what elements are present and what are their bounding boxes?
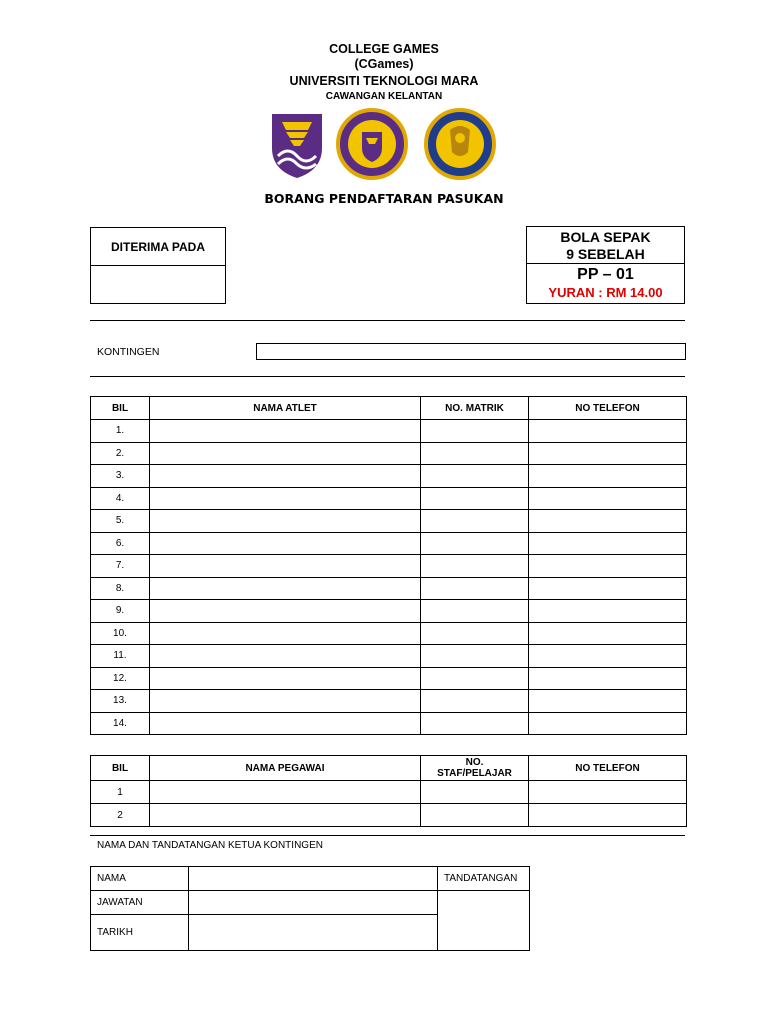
table-row — [91, 622, 687, 645]
athlete-phone-cell[interactable] — [529, 577, 687, 600]
athlete-name-cell[interactable] — [150, 555, 421, 578]
athlete-matrik-cell[interactable] — [421, 465, 529, 488]
leader-title: NAMA DAN TANDATANGAN KETUA KONTINGEN — [97, 840, 323, 851]
athletes-header-row — [91, 397, 687, 420]
leader-name-label: NAMA — [91, 867, 189, 891]
officials-col-phone: NO TELEFON — [529, 756, 687, 781]
row-number: 9. — [91, 600, 150, 623]
officials-col-bil: BIL — [91, 756, 150, 781]
divider-bottom — [90, 835, 685, 836]
athlete-matrik-cell[interactable] — [421, 690, 529, 713]
uitm-round-seal-logo — [338, 110, 406, 178]
row-number: 6. — [91, 532, 150, 555]
official-staff-cell[interactable] — [421, 804, 529, 827]
athlete-phone-cell[interactable] — [529, 532, 687, 555]
header-campus: CAWANGAN KELANTAN — [325, 91, 443, 102]
athlete-matrik-cell[interactable] — [421, 510, 529, 533]
event-box — [526, 226, 685, 304]
athlete-matrik-cell[interactable] — [421, 442, 529, 465]
divider-top — [90, 320, 685, 321]
leader-name-field[interactable] — [189, 867, 438, 891]
athletes-table — [90, 396, 687, 735]
event-name — [527, 227, 684, 264]
row-number: 5. — [91, 510, 150, 533]
row-number: 8. — [91, 577, 150, 600]
row-number: 1 — [91, 781, 150, 804]
athlete-name-cell[interactable] — [150, 532, 421, 555]
athlete-name-cell[interactable] — [150, 577, 421, 600]
athlete-matrik-cell[interactable] — [421, 645, 529, 668]
row-number: 1. — [91, 420, 150, 443]
row-number: 3. — [91, 465, 150, 488]
athlete-name-cell[interactable] — [150, 465, 421, 488]
table-row — [91, 465, 687, 488]
row-number: 4. — [91, 487, 150, 510]
athlete-phone-cell[interactable] — [529, 487, 687, 510]
athlete-phone-cell[interactable] — [529, 712, 687, 735]
event-fee: YURAN : RM 14.00 — [548, 285, 663, 300]
contingent-input[interactable] — [256, 343, 686, 360]
leader-date-field[interactable] — [189, 915, 438, 951]
received-box — [90, 227, 226, 304]
athlete-name-cell[interactable] — [150, 622, 421, 645]
athletes-col-name: NAMA ATLET — [150, 397, 421, 420]
athlete-phone-cell[interactable] — [529, 465, 687, 488]
officials-col-staff-line2: STAF/PELAJAR — [437, 768, 512, 779]
athlete-phone-cell[interactable] — [529, 442, 687, 465]
athlete-name-cell[interactable] — [150, 667, 421, 690]
athlete-name-cell[interactable] — [150, 645, 421, 668]
athlete-phone-cell[interactable] — [529, 420, 687, 443]
athlete-matrik-cell[interactable] — [421, 555, 529, 578]
table-row — [91, 487, 687, 510]
table-row — [91, 690, 687, 713]
table-row — [91, 645, 687, 668]
officials-header-row — [91, 756, 687, 781]
row-number: 13. — [91, 690, 150, 713]
received-date-field[interactable] — [91, 266, 225, 304]
logo-row — [270, 108, 500, 180]
athlete-matrik-cell[interactable] — [421, 712, 529, 735]
athlete-name-cell[interactable] — [150, 600, 421, 623]
athlete-matrik-cell[interactable] — [421, 667, 529, 690]
header-cgames: (CGames) — [354, 57, 414, 71]
athlete-phone-cell[interactable] — [529, 645, 687, 668]
event-line1: BOLA SEPAK — [560, 229, 651, 245]
event-code-section — [527, 264, 684, 301]
officials-col-staff — [421, 756, 529, 781]
header-university: UNIVERSITI TEKNOLOGI MARA — [289, 74, 479, 88]
header-college-games: COLLEGE GAMES — [329, 42, 439, 56]
form-title: BORANG PENDAFTARAN PASUKAN — [264, 191, 504, 206]
uitm-shield-logo — [272, 114, 322, 178]
table-row — [91, 442, 687, 465]
athlete-name-cell[interactable] — [150, 442, 421, 465]
athletes-col-matrik: NO. MATRIK — [421, 397, 529, 420]
leader-signature-label: TANDATANGAN — [438, 867, 530, 891]
athlete-name-cell[interactable] — [150, 510, 421, 533]
table-row — [91, 804, 687, 827]
athlete-phone-cell[interactable] — [529, 555, 687, 578]
row-number: 14. — [91, 712, 150, 735]
athlete-matrik-cell[interactable] — [421, 532, 529, 555]
table-row — [91, 781, 687, 804]
athlete-matrik-cell[interactable] — [421, 577, 529, 600]
table-row — [91, 600, 687, 623]
divider-middle — [90, 376, 685, 377]
table-row — [91, 577, 687, 600]
officials-table — [90, 755, 687, 827]
officials-col-staff-line1: NO. — [465, 757, 484, 768]
table-row — [91, 667, 687, 690]
sports-emblem-logo — [426, 110, 494, 178]
leader-row-position — [91, 891, 530, 915]
table-row — [91, 420, 687, 443]
row-number: 12. — [91, 667, 150, 690]
athlete-matrik-cell[interactable] — [421, 622, 529, 645]
table-row — [91, 510, 687, 533]
athlete-name-cell[interactable] — [150, 690, 421, 713]
leader-signature-field[interactable] — [438, 891, 530, 951]
received-label: DITERIMA PADA — [91, 228, 225, 266]
logos-graphic — [270, 108, 500, 180]
row-number: 7. — [91, 555, 150, 578]
athletes-col-phone: NO TELEFON — [529, 397, 687, 420]
athlete-name-cell[interactable] — [150, 420, 421, 443]
athlete-phone-cell[interactable] — [529, 622, 687, 645]
row-number: 2. — [91, 442, 150, 465]
athlete-matrik-cell[interactable] — [421, 600, 529, 623]
athlete-matrik-cell[interactable] — [421, 487, 529, 510]
leader-position-label: JAWATAN — [91, 891, 189, 915]
official-phone-cell[interactable] — [529, 781, 687, 804]
row-number: 11. — [91, 645, 150, 668]
athlete-phone-cell[interactable] — [529, 600, 687, 623]
row-number: 10. — [91, 622, 150, 645]
table-row — [91, 532, 687, 555]
row-number: 2 — [91, 804, 150, 827]
official-staff-cell[interactable] — [421, 781, 529, 804]
athlete-name-cell[interactable] — [150, 487, 421, 510]
leader-row-name — [91, 867, 530, 891]
athlete-phone-cell[interactable] — [529, 510, 687, 533]
leader-position-field[interactable] — [189, 891, 438, 915]
leader-table — [90, 866, 530, 951]
leader-date-label: TARIKH — [91, 915, 189, 951]
table-row — [91, 712, 687, 735]
official-name-cell[interactable] — [150, 804, 421, 827]
event-line2: 9 SEBELAH — [566, 246, 645, 262]
athlete-matrik-cell[interactable] — [421, 420, 529, 443]
officials-col-name: NAMA PEGAWAI — [150, 756, 421, 781]
athlete-phone-cell[interactable] — [529, 690, 687, 713]
official-phone-cell[interactable] — [529, 804, 687, 827]
athlete-name-cell[interactable] — [150, 712, 421, 735]
table-row — [91, 555, 687, 578]
contingent-label: KONTINGEN — [97, 346, 160, 358]
event-code: PP – 01 — [577, 266, 634, 283]
athletes-col-bil: BIL — [91, 397, 150, 420]
official-name-cell[interactable] — [150, 781, 421, 804]
athlete-phone-cell[interactable] — [529, 667, 687, 690]
